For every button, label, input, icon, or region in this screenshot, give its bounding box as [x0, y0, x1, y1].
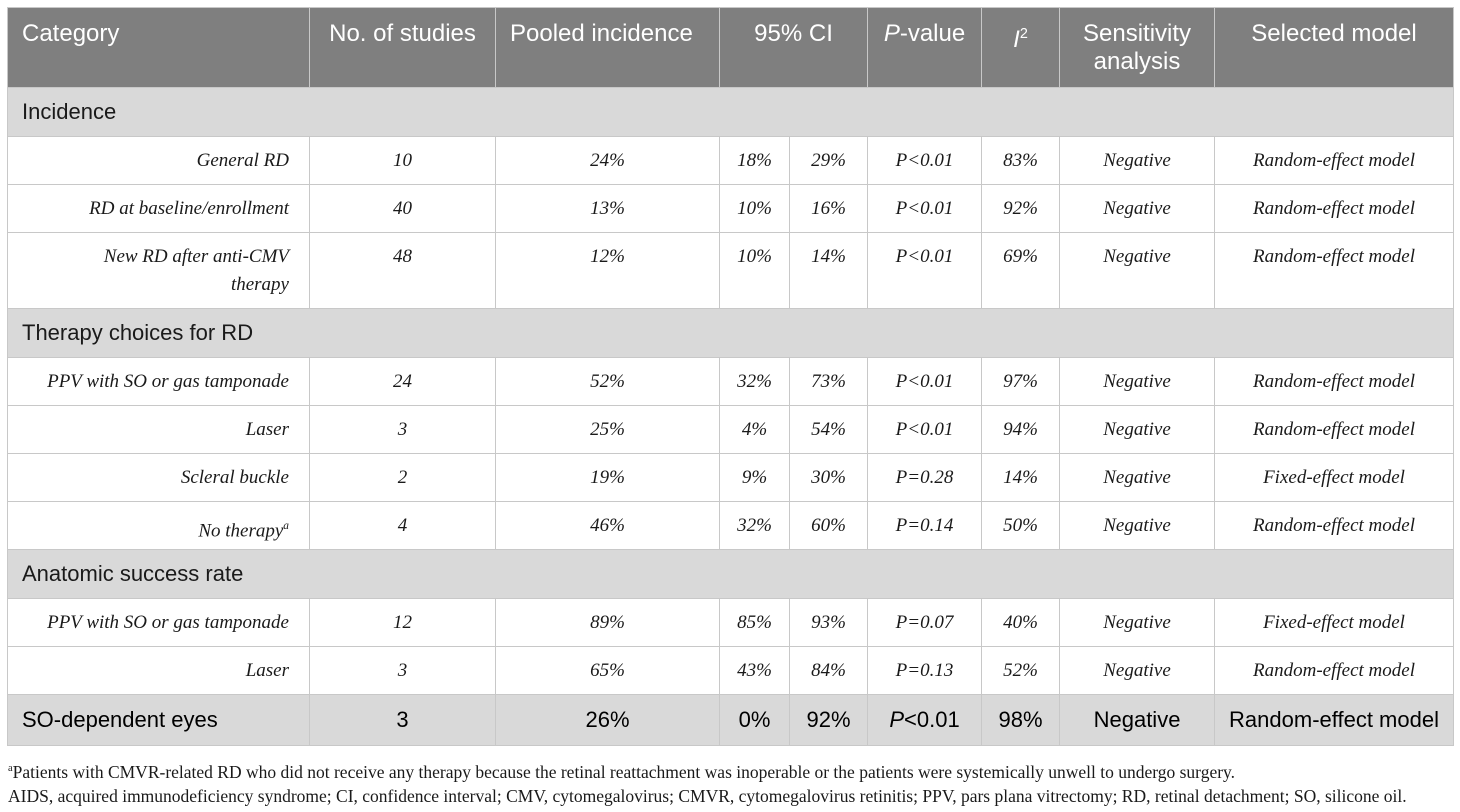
- row-studies: 3: [310, 647, 496, 695]
- row-sensitivity: Negative: [1060, 137, 1215, 185]
- row-ci-low: 43%: [720, 647, 790, 695]
- table-row: [8, 647, 1454, 695]
- row-category: PPV with SO or gas tamponade: [8, 599, 310, 647]
- row-pooled: 12%: [496, 233, 720, 309]
- row-ci-low: 10%: [720, 233, 790, 309]
- footnote-abbreviations: AIDS, acquired immunodeficiency syndrome; CI, confidence interval; CMV, cytomegalovirus; CMVR, cytomegalovirus retinitis; PPV, pars plana vitrectomy; RD, retinal detachment; SO, silicone oil.: [8, 785, 1407, 806]
- row-i2: 14%: [982, 454, 1060, 502]
- row-i2: 94%: [982, 406, 1060, 454]
- row-ci-high: 92%: [790, 695, 868, 746]
- row-pvalue: P=0.13: [868, 647, 982, 695]
- row-studies: 10: [310, 137, 496, 185]
- row-studies: 3: [310, 695, 496, 746]
- table-row: [8, 185, 1454, 233]
- row-ci-high: 16%: [790, 185, 868, 233]
- header-pvalue: P-value: [868, 8, 982, 88]
- row-i2: 69%: [982, 233, 1060, 309]
- table-row: [8, 599, 1454, 647]
- row-sensitivity: Negative: [1060, 502, 1215, 550]
- header-category: Category: [8, 8, 310, 88]
- results-table: [7, 7, 1454, 746]
- row-ci-high: 30%: [790, 454, 868, 502]
- row-category: Laser: [8, 406, 310, 454]
- row-pvalue: P=0.07: [868, 599, 982, 647]
- row-sensitivity: Negative: [1060, 599, 1215, 647]
- header-i2: $I^2$: [982, 8, 1060, 88]
- table-row: [8, 137, 1454, 185]
- row-pvalue: P<0.01: [868, 137, 982, 185]
- row-ci-low: 9%: [720, 454, 790, 502]
- section-title: Incidence: [8, 88, 1454, 137]
- row-i2: 92%: [982, 185, 1060, 233]
- row-pvalue: P<0.01: [868, 185, 982, 233]
- row-ci-low: 32%: [720, 358, 790, 406]
- table-row-so-dependent: [8, 695, 1454, 746]
- row-i2: 52%: [982, 647, 1060, 695]
- section-row: [8, 88, 1454, 137]
- row-category: PPV with SO or gas tamponade: [8, 358, 310, 406]
- row-ci-high: 60%: [790, 502, 868, 550]
- row-sensitivity: Negative: [1060, 185, 1215, 233]
- row-ci-low: 18%: [720, 137, 790, 185]
- table-footnotes: [8, 757, 1454, 808]
- row-i2: 83%: [982, 137, 1060, 185]
- row-pooled: 25%: [496, 406, 720, 454]
- row-ci-high: 93%: [790, 599, 868, 647]
- row-category: New RD after anti-CMV therapy: [8, 233, 310, 309]
- row-pvalue: P=0.28: [868, 454, 982, 502]
- row-category: SO-dependent eyes: [8, 695, 310, 746]
- row-ci-high: 84%: [790, 647, 868, 695]
- row-pooled: 24%: [496, 137, 720, 185]
- header-pooled: Pooled incidence: [496, 8, 720, 88]
- row-i2: 98%: [982, 695, 1060, 746]
- row-i2: 40%: [982, 599, 1060, 647]
- row-ci-low: 32%: [720, 502, 790, 550]
- row-pooled: 26%: [496, 695, 720, 746]
- row-pvalue: P<0.01: [868, 695, 982, 746]
- table-row: [8, 358, 1454, 406]
- table-row: [8, 406, 1454, 454]
- row-model: Random-effect model: [1215, 185, 1454, 233]
- row-category: General RD: [8, 137, 310, 185]
- row-model: Random-effect model: [1215, 695, 1454, 746]
- row-ci-low: 4%: [720, 406, 790, 454]
- section-row: [8, 309, 1454, 358]
- header-model: Selected model: [1215, 8, 1454, 88]
- section-row: [8, 550, 1454, 599]
- table-row: [8, 233, 1454, 309]
- footnote-a: $^a$Patients with CMVR-related RD who did not receive any therapy because the retinal reattachment was inoperable or the patients were systemically unwell to undergo surgery.: [8, 761, 1236, 782]
- row-studies: 40: [310, 185, 496, 233]
- row-category: Laser: [8, 647, 310, 695]
- table-row: [8, 502, 1454, 550]
- row-pooled: 52%: [496, 358, 720, 406]
- table-row: [8, 454, 1454, 502]
- row-sensitivity: Negative: [1060, 406, 1215, 454]
- row-model: Random-effect model: [1215, 647, 1454, 695]
- row-ci-high: 73%: [790, 358, 868, 406]
- row-i2: 50%: [982, 502, 1060, 550]
- row-category: RD at baseline/enrollment: [8, 185, 310, 233]
- row-model: Random-effect model: [1215, 406, 1454, 454]
- row-i2: 97%: [982, 358, 1060, 406]
- row-category: No therapy$^a$: [8, 502, 310, 550]
- row-pooled: 19%: [496, 454, 720, 502]
- row-sensitivity: Negative: [1060, 358, 1215, 406]
- header-ci: 95% CI: [720, 8, 868, 88]
- row-sensitivity: Negative: [1060, 695, 1215, 746]
- header-row: [8, 8, 1454, 88]
- row-pooled: 89%: [496, 599, 720, 647]
- row-model: Random-effect model: [1215, 502, 1454, 550]
- row-pvalue: P<0.01: [868, 406, 982, 454]
- row-ci-high: 54%: [790, 406, 868, 454]
- header-studies: No. of studies: [310, 8, 496, 88]
- row-studies: 2: [310, 454, 496, 502]
- row-studies: 3: [310, 406, 496, 454]
- row-pvalue: P<0.01: [868, 233, 982, 309]
- row-sensitivity: Negative: [1060, 454, 1215, 502]
- row-pooled: 46%: [496, 502, 720, 550]
- row-ci-high: 29%: [790, 137, 868, 185]
- row-ci-low: 10%: [720, 185, 790, 233]
- footnote-marker: a: [283, 520, 289, 532]
- row-model: Fixed-effect model: [1215, 454, 1454, 502]
- row-studies: 4: [310, 502, 496, 550]
- row-ci-low: 85%: [720, 599, 790, 647]
- row-pvalue: P<0.01: [868, 358, 982, 406]
- row-studies: 12: [310, 599, 496, 647]
- results-table-container: [7, 7, 1453, 746]
- row-model: Fixed-effect model: [1215, 599, 1454, 647]
- section-title: Anatomic success rate: [8, 550, 1454, 599]
- section-title: Therapy choices for RD: [8, 309, 1454, 358]
- row-studies: 48: [310, 233, 496, 309]
- row-model: Random-effect model: [1215, 137, 1454, 185]
- row-pooled: 65%: [496, 647, 720, 695]
- row-sensitivity: Negative: [1060, 647, 1215, 695]
- header-sensitivity: Sensitivity analysis: [1060, 8, 1215, 88]
- row-pooled: 13%: [496, 185, 720, 233]
- row-ci-low: 0%: [720, 695, 790, 746]
- row-pvalue: P=0.14: [868, 502, 982, 550]
- row-studies: 24: [310, 358, 496, 406]
- row-category: Scleral buckle: [8, 454, 310, 502]
- row-model: Random-effect model: [1215, 233, 1454, 309]
- row-model: Random-effect model: [1215, 358, 1454, 406]
- row-ci-high: 14%: [790, 233, 868, 309]
- row-sensitivity: Negative: [1060, 233, 1215, 309]
